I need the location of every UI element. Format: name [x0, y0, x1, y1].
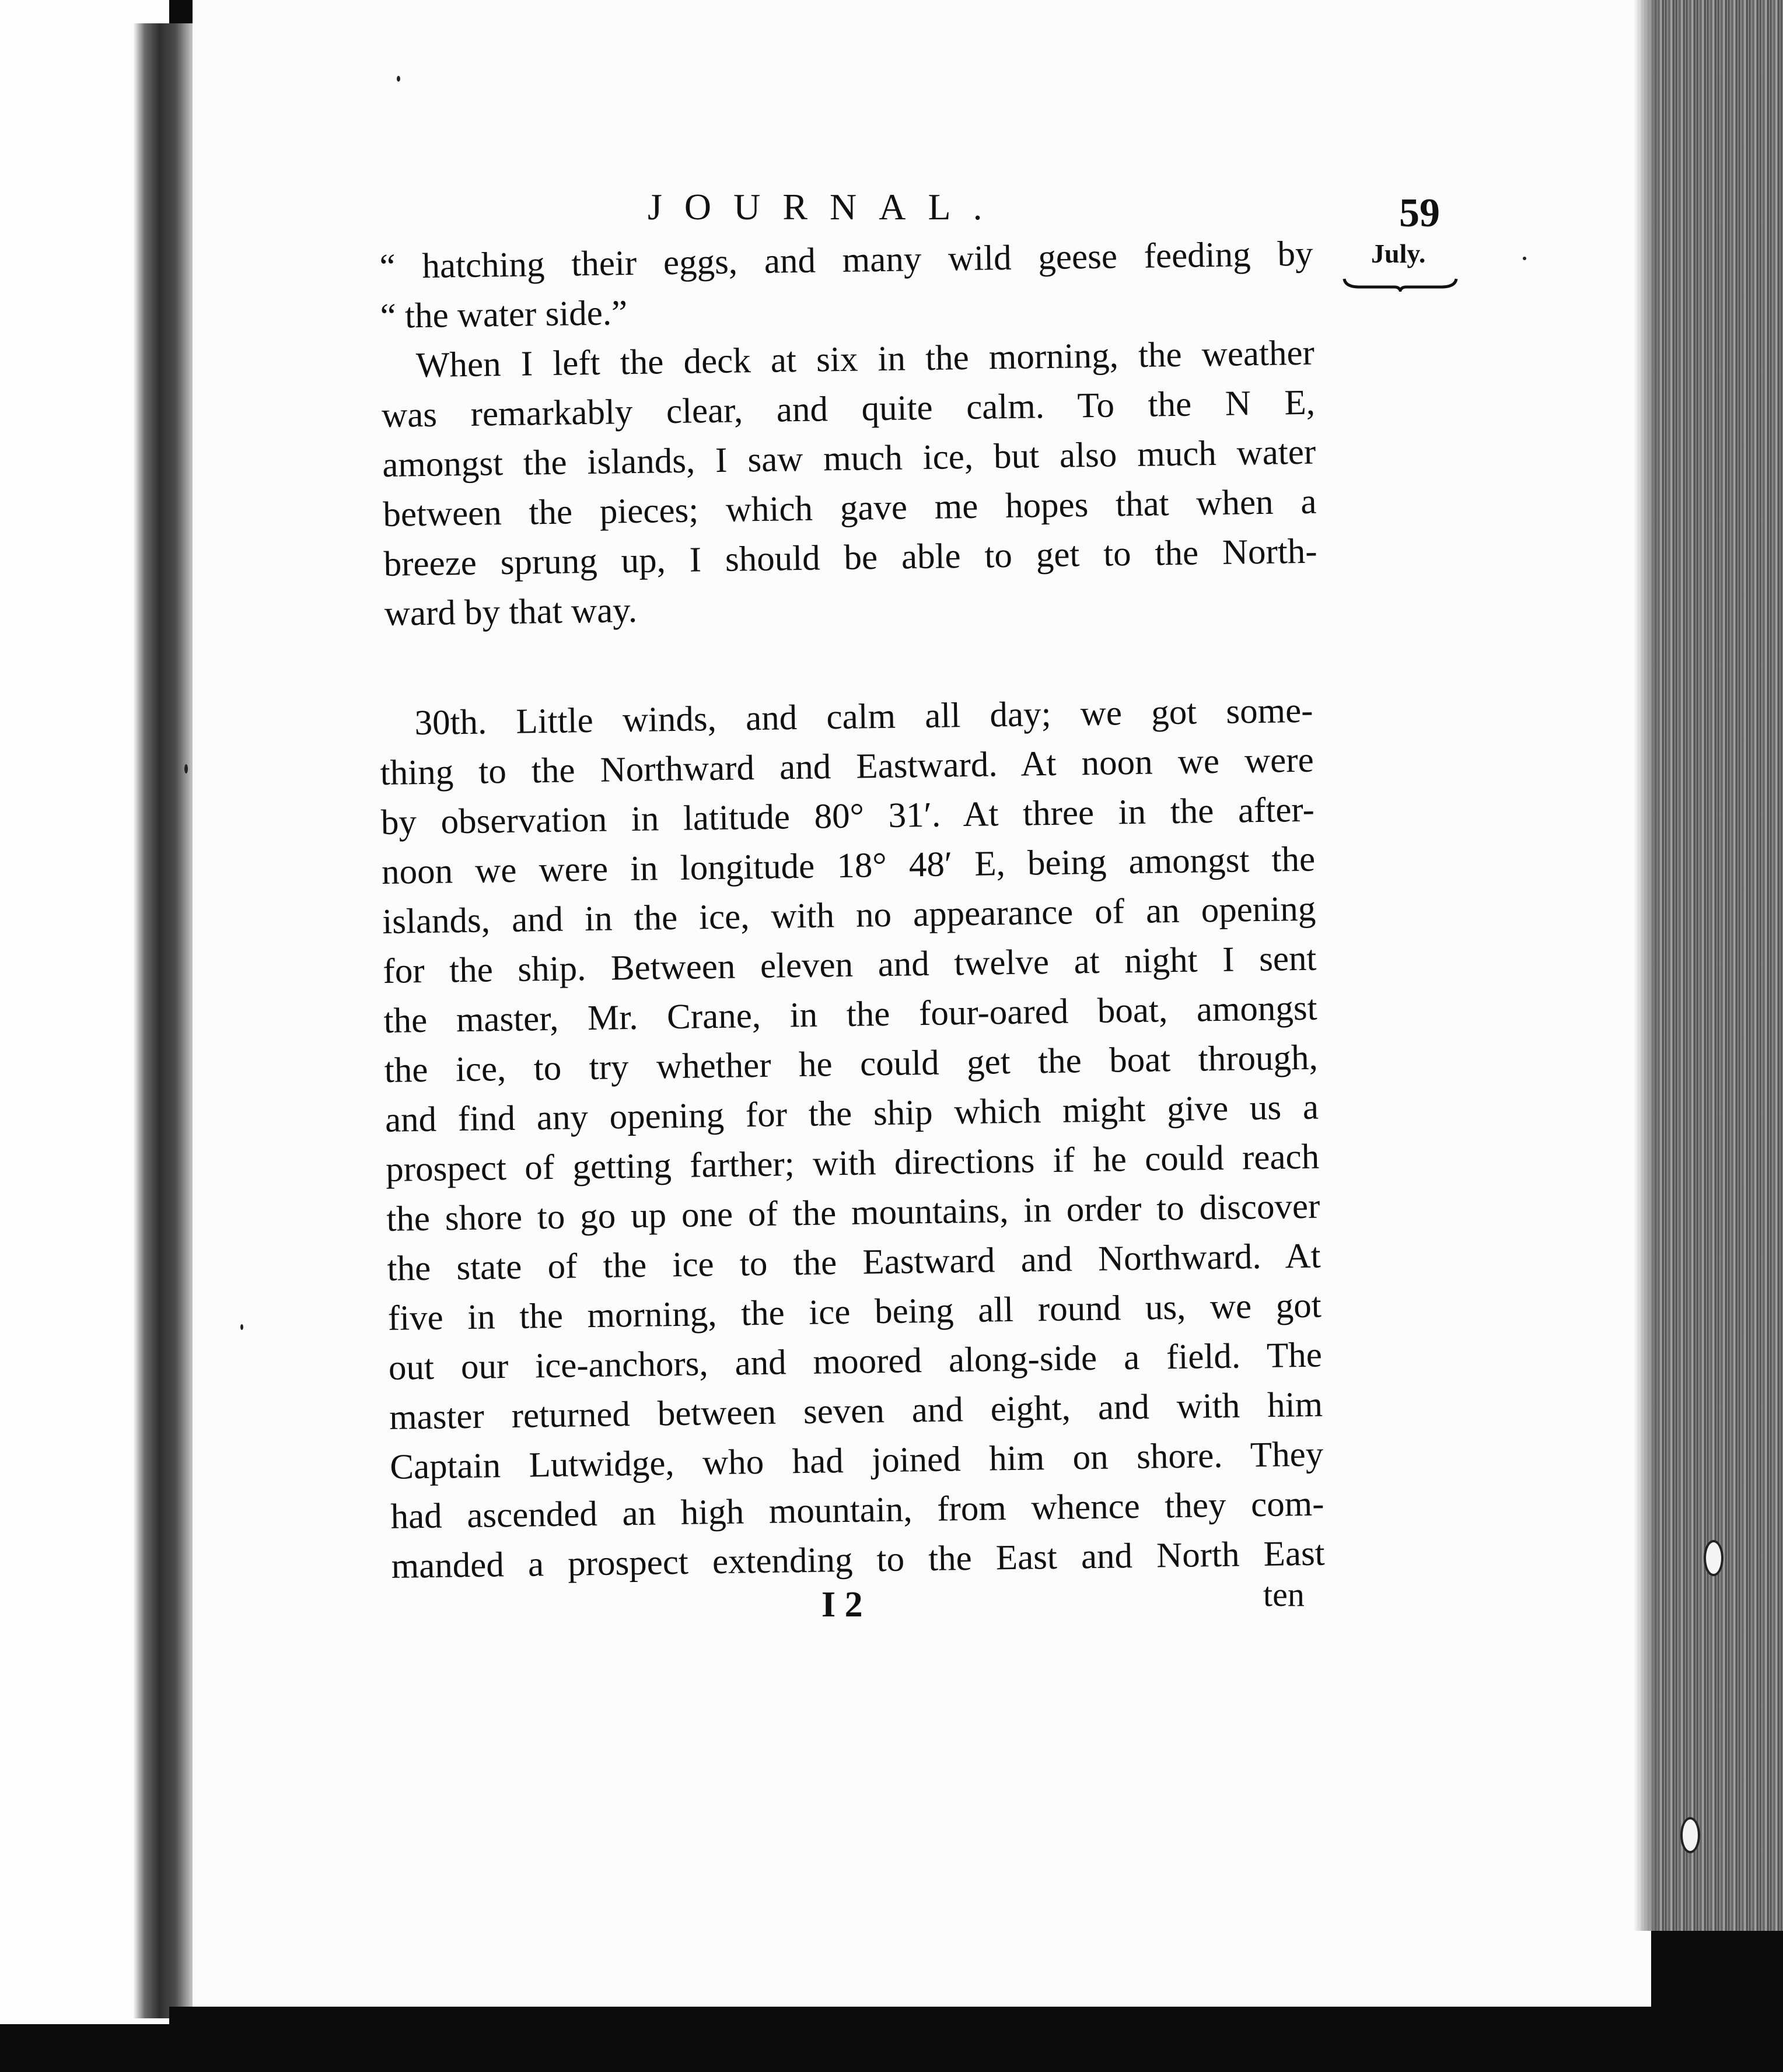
paper-speck: [397, 76, 400, 82]
book-gutter: [133, 23, 198, 2018]
text-line: thing to the Northward and Eastward. At noon we were: [380, 740, 1314, 793]
text-line: between the pieces; which gave me hopes that when a: [383, 482, 1317, 534]
running-title: JOURNAL.: [648, 186, 1005, 228]
paper-speck: [240, 1324, 243, 1330]
text-line: by observation in latitude 80° 31′. At three in the after-: [380, 790, 1315, 842]
fore-edge-shadow: [1634, 0, 1657, 1931]
signature-mark: I 2: [821, 1585, 863, 1625]
edge-hole: [1704, 1540, 1723, 1576]
text-line: manded a prospect extending to the East and North East: [391, 1534, 1326, 1586]
text-line: the master, Mr. Crane, in the four-oared boat, amongst: [383, 988, 1318, 1041]
text-line: prospect of getting farther; with directions if he could reach: [385, 1137, 1320, 1189]
text-line: five in the morning, the ice being all round us, we got: [387, 1286, 1322, 1338]
text-line: was remarkably clear, and quite calm. To the N E,: [381, 383, 1316, 435]
text-line: 30th. Little winds, and calm all day; we got some-: [414, 691, 1313, 743]
text-line: for the ship. Between eleven and twelve at night I sent: [383, 939, 1317, 991]
paper-speck: [1523, 257, 1526, 260]
marginal-date-note: July.: [1371, 239, 1426, 268]
text-line: “ the water side.”: [380, 293, 628, 336]
text-line: noon we were in longitude 18° 48′ E, being amongst the: [381, 839, 1316, 892]
text-line: and find any opening for the ship which might give us a: [384, 1087, 1319, 1140]
text-line: breeze sprung up, I should be able to get to the North-: [383, 531, 1318, 584]
paper-speck: [184, 764, 188, 774]
page-number: 59: [1399, 191, 1440, 236]
text-line: had ascended an high mountain, from whence they com-: [390, 1484, 1324, 1536]
brace-icon: [1342, 275, 1459, 292]
catchword: ten: [1263, 1576, 1305, 1614]
text-line: When I left the deck at six in the morning, the weather: [415, 333, 1315, 386]
paragraph-2: [379, 686, 1325, 1591]
text-line: the ice, to try whether he could get the boat through,: [384, 1038, 1319, 1090]
text-line: the state of the ice to the Eastward and Northward. At: [387, 1236, 1321, 1289]
text-line: the shore to go up one of the mountains, in order to discover: [386, 1186, 1320, 1239]
text-line: amongst the islands, I saw much ice, but also much water: [382, 432, 1316, 485]
text-line: “ hatching their eggs, and many wild geese feeding by: [379, 234, 1313, 286]
text-line: Captain Lutwidge, who had joined him on shore. They: [389, 1434, 1324, 1487]
edge-hole: [1680, 1817, 1700, 1853]
text-line: islands, and in the ice, with no appearance of an opening: [382, 889, 1316, 942]
text-line: out our ice-anchors, and moored along-side a field. The: [388, 1335, 1323, 1388]
text-line: master returned between seven and eight, and with him: [389, 1385, 1323, 1437]
text-line: ward by that way.: [384, 590, 638, 634]
paragraph-1: [379, 229, 1318, 639]
scan-bottom-border: [169, 2007, 1783, 2072]
